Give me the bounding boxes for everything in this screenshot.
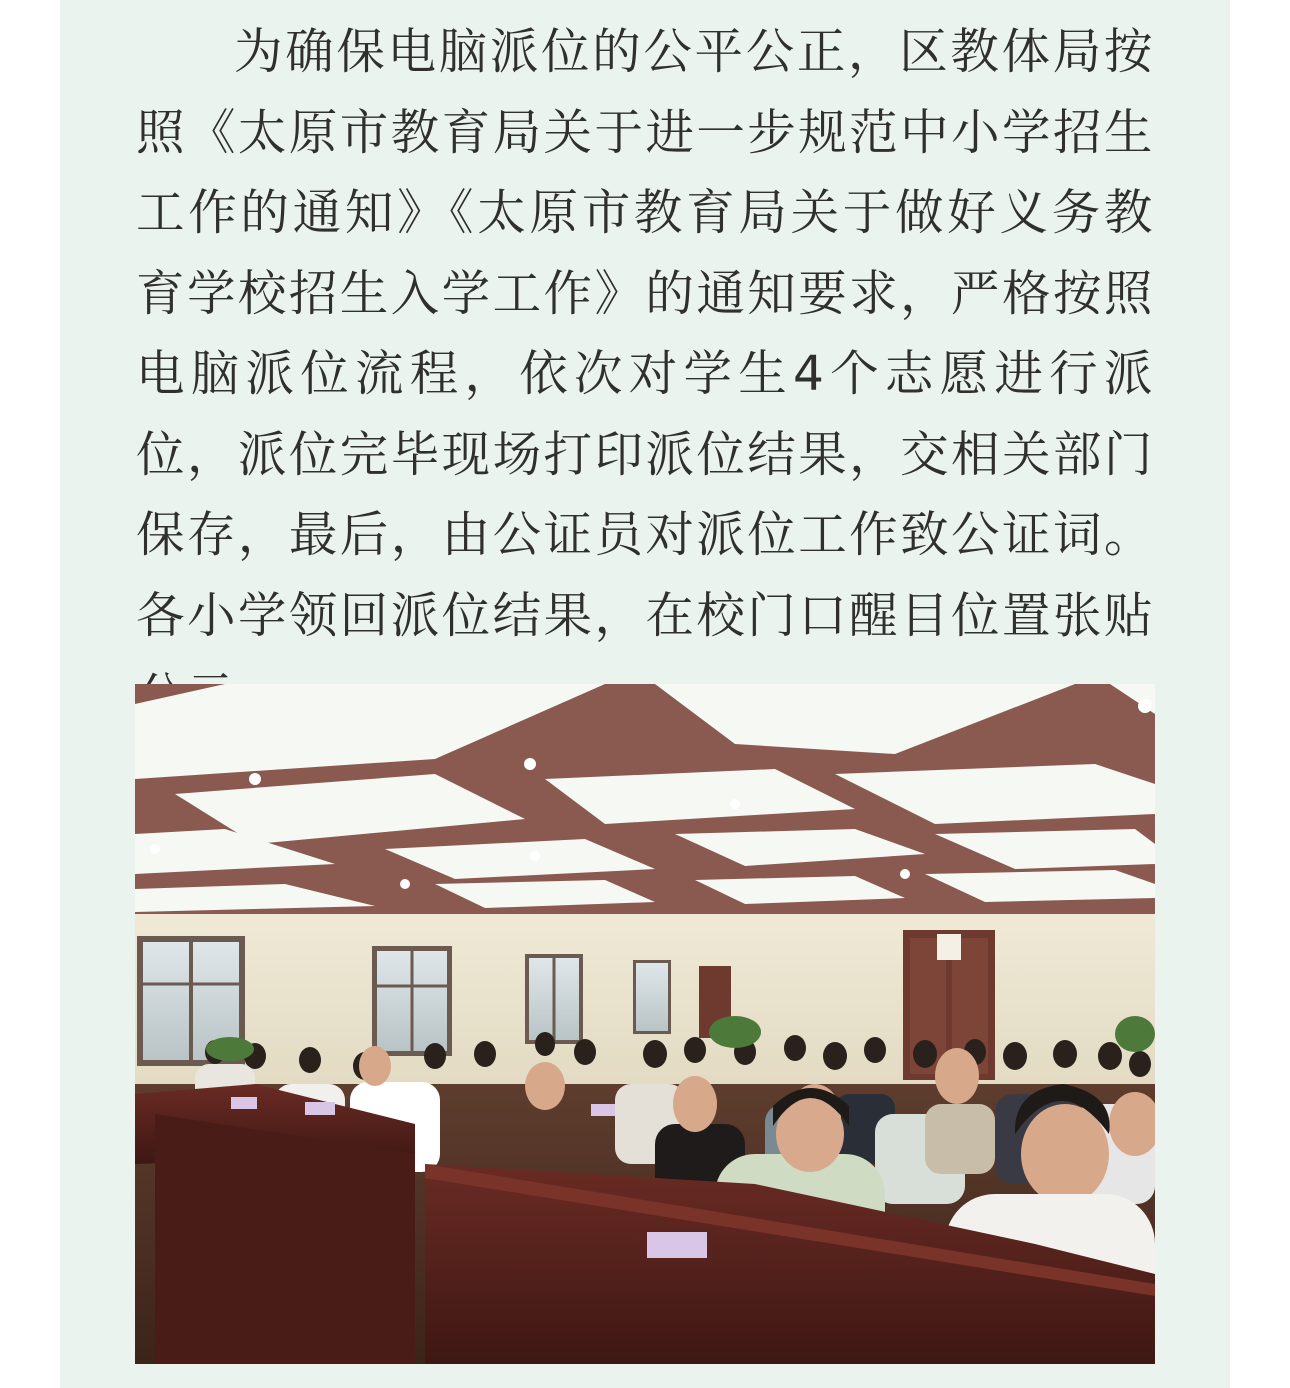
article-paragraph: 为确保电脑派位的公平公正，区教体局按照《太原市教育局关于进一步规范中小学招生工作的通知》《太原市教育局关于做好义务教育学校招生入学工作》的通知要求，严格按照电脑派位流程，依次对学生4个志愿进行派位，派位完毕现场打印派位结果，交相关部门保存，最后，由公证员对派位工作致公证词。各小学领回派位结果，在校门口醒目位置张贴 <box>136 24 1154 644</box>
meeting-room-photo <box>135 684 1155 1364</box>
meeting-room-illustration <box>135 684 1155 1364</box>
